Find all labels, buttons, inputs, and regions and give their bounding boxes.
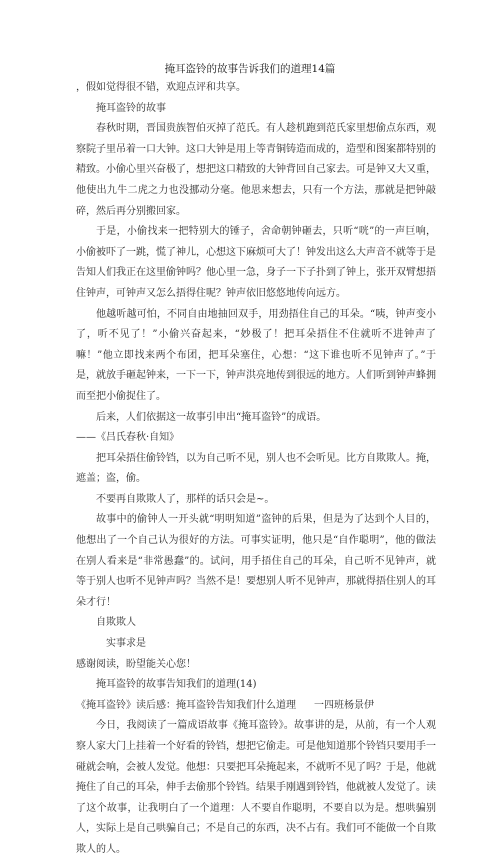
story-paragraph-3: 他越听越可怕，不同自由地抽回双手，用劲捂住自己的耳朵。“咦，钟声变小了，听不见了！”小偷兴奋起来，“妙极了！把耳朵捂住不住就听不进钟声了嘛！”他立即找来两个布团，把耳朵塞住，心想：“这下谁也听不见钟声了。”于是，就放手砸起钟来，一下一下，钟声洪亮地传到很远的地方。人们听到钟声蜂拥而至把小偷捉住了。: [76, 308, 436, 402]
review-title: 《掩耳盗铃》读后感：掩耳盗铃告知我们什么道理: [76, 699, 296, 711]
story-paragraph-1: 春秋时期，晋国贵族智伯灭掉了范氏。有人趁机跑到范氏家里想偷点东西，观察院子里吊着一口大钟。这口大钟是用上等青铜铸造而成的，造型和图案都特别的精致。小偷心里兴奋极了，想把这口精致的大钟背回自己家去。可是钟又大又重，他使出九牛二虎之力也没挪动分毫。他思来想去，只有一个方法，那就是把钟敲碎，然后再分别搬回家。: [76, 123, 436, 217]
story-heading: 掩耳盗铃的故事: [96, 102, 166, 114]
document-body: [76, 78, 436, 861]
story-paragraph-4: 后来，人们依据这一故事引申出“掩耳盗铃”的成语。: [96, 411, 327, 423]
review-author: 一四班杨景伊: [314, 699, 374, 711]
idiom-definition: 把耳朵捂住偷铃铛，以为自己听不见，别人也不会听见。比方自欺欺人。掩，遮盖；盗，偷。: [76, 452, 436, 485]
antonym-label: 实事求是: [106, 638, 146, 650]
section-heading-14: 掩耳盗铃的故事告知我们的道理(14): [96, 679, 257, 691]
intro-line: ，假如觉得很不错，欢迎点评和共享。: [76, 82, 246, 93]
thanks-line: 感谢阅读，盼望能关心您！: [76, 658, 196, 670]
review-heading: [76, 696, 436, 717]
idiom-example: 不要再自欺欺人了，那样的话只会是~。: [96, 493, 275, 505]
story-analysis: 故事中的偷钟人一开头就“明明知道”盗钟的后果，但是为了达到个人目的，他想出了一个自己认为很好的方法。可事实证明，他只是“自作聪明”，他的做法在别人看来是“非常愚蠢”的。试问，用手捂住自己的耳朵，自己听不见钟声，就等于别人也听不见钟声吗？当然不是！要想别人听不见钟声，那就得捂住别人的耳朵才行！: [76, 514, 436, 608]
story-paragraph-2: 于是，小偷找来一把特别大的锤子，舍命朝钟砸去，只听“咣”的一声巨响，小偷被吓了一跳，慌了神儿，心想这下麻烦可大了！钟发出这么大声音不就等于是告知人们我正在这里偷钟吗？他心里一急，身子一下子扑到了钟上，张开双臂想捂住钟声，可钟声又怎么捂得住呢？钟声依旧悠悠地传向远方。: [76, 226, 436, 299]
review-paragraph: 今日，我阅读了一篇成语故事《掩耳盗铃》。故事讲的是，从前，有一个人观察人家大门上挂着一个好看的铃铛，想把它偷走。可是他知道那个铃铛只要用手一碰就会响，会被人发觉。他想：只要把耳朵掩起来，不就听不见了吗？于是，他就掩住了自己的耳朵，伸手去偷那个铃铛。结果手刚遇到铃铛，他就被人发觉了。读了这个故事，让我明白了一个道理：人不要自作聪明，不要自以为是。想哄骗别人，实际上是自己哄骗自己；不是自己的东西，决不占有。我们可不能做一个自欺欺人的人。: [76, 720, 436, 855]
document-title: 掩耳盗铃的故事告诉我们的道理14篇: [164, 63, 336, 75]
source-citation: ——《吕氏春秋·自知》: [76, 432, 180, 444]
synonym-label: 自欺欺人: [96, 617, 136, 629]
